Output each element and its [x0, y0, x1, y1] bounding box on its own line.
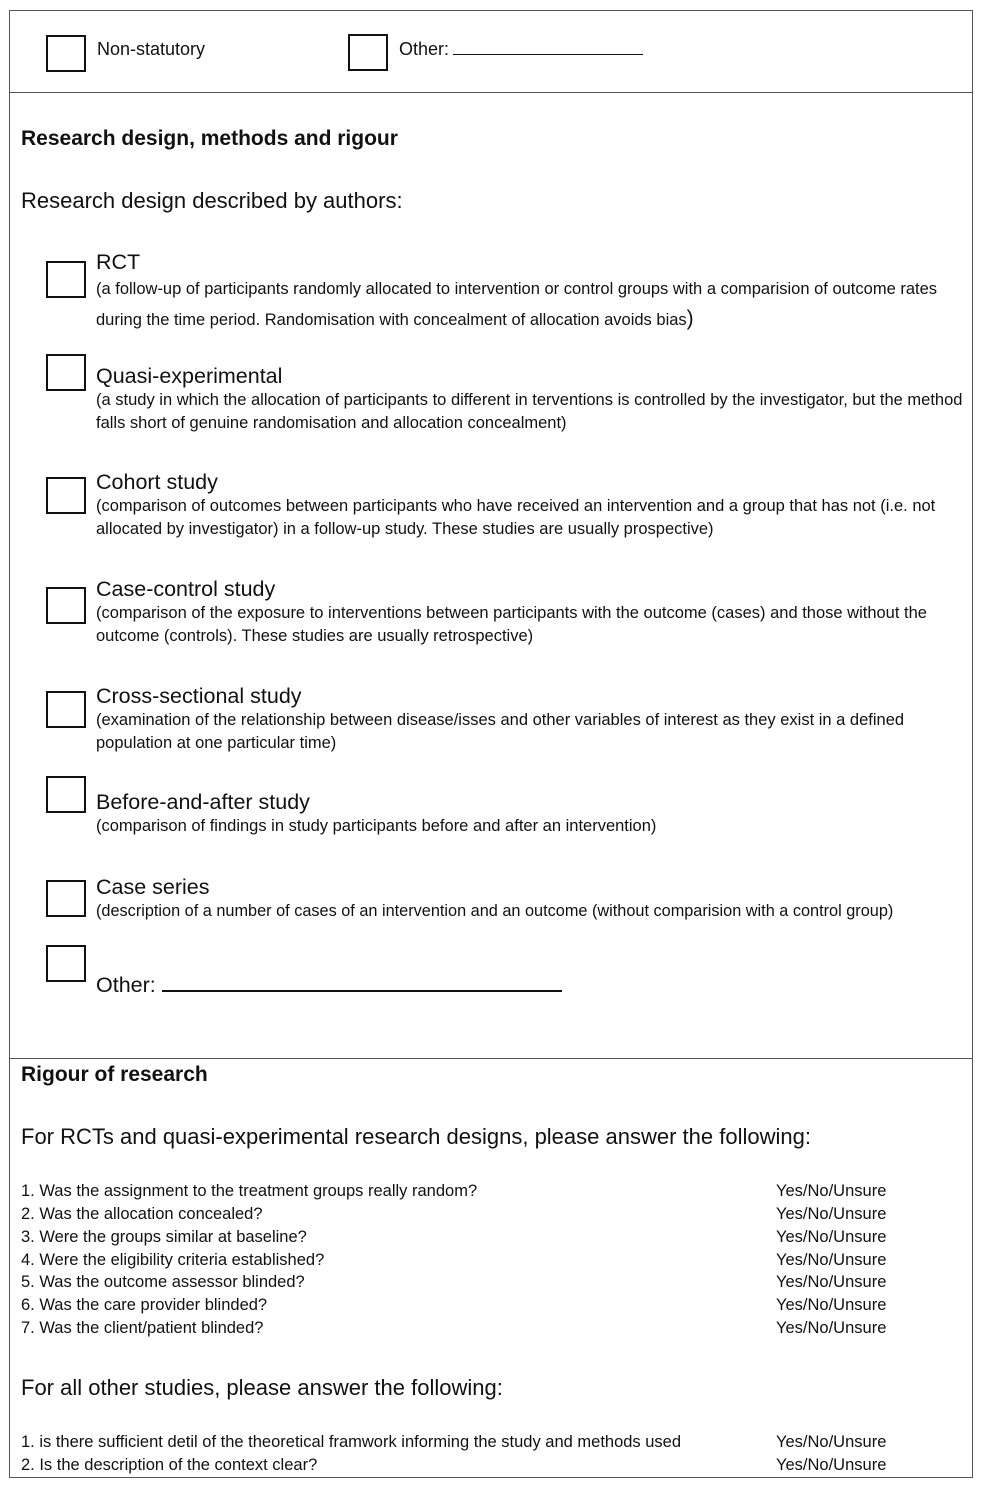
option-desc: (description of a number of cases of an intervention and an outcome (without comparision with a control group)	[96, 902, 894, 920]
question-text: 5. Was the outcome assessor blinded?	[21, 1273, 305, 1291]
design-section-title: Research design, methods and rigour	[21, 127, 398, 150]
non-statutory-checkbox[interactable]	[46, 35, 86, 72]
option-cross-sectional-study	[96, 683, 966, 755]
answer-options[interactable]: Yes/No/Unsure	[776, 1228, 887, 1246]
answer-options[interactable]: Yes/No/Unsure	[776, 1319, 887, 1337]
other-status-blank[interactable]	[453, 39, 643, 55]
other-design-field[interactable]	[96, 972, 562, 998]
question-text: 3. Were the groups similar at baseline?	[21, 1228, 307, 1246]
question-text: 2. Was the allocation concealed?	[21, 1205, 263, 1223]
option-case-control-study	[96, 576, 966, 648]
option-quasi-experimental	[96, 363, 966, 435]
section-divider-rigour	[9, 1058, 973, 1059]
option-title: RCT	[96, 250, 141, 274]
answer-options[interactable]: Yes/No/Unsure	[776, 1433, 887, 1451]
question-text: 1. Was the assignment to the treatment groups really random?	[21, 1182, 478, 1200]
cross-sectional-study-checkbox[interactable]	[46, 691, 86, 728]
rct-checkbox[interactable]	[46, 261, 86, 298]
option-desc: (comparison of outcomes between participants who have received an intervention and a group that has not (i.e. not allocated by investigator) in a follow-up study. These studies are usually prospective)	[96, 497, 936, 538]
option-cohort-study	[96, 469, 966, 541]
non-statutory-label: Non-statutory	[97, 39, 206, 59]
cohort-study-checkbox[interactable]	[46, 477, 86, 514]
question-text: 2. Is the description of the context clear?	[21, 1456, 318, 1474]
option-rct	[96, 249, 966, 335]
design-lead: Research design described by authors:	[21, 188, 403, 213]
option-title: Cohort study	[96, 470, 218, 494]
option-title: Quasi-experimental	[96, 364, 283, 388]
question-text: 1. is there sufficient detil of the theoretical framwork informing the study and methods used	[21, 1433, 682, 1451]
other-questions-lead: For all other studies, please answer the following:	[21, 1375, 503, 1400]
option-desc: (comparison of findings in study participants before and after an intervention)	[96, 817, 657, 835]
option-desc-close: )	[686, 307, 694, 330]
other-design-checkbox[interactable]	[46, 945, 86, 982]
other-status-label: Other:	[399, 39, 450, 59]
before-and-after-study-checkbox[interactable]	[46, 776, 86, 813]
other-status-checkbox[interactable]	[348, 34, 388, 71]
rct-question-row	[21, 1273, 901, 1296]
rigour-section-title: Rigour of research	[21, 1063, 208, 1086]
question-text: 6. Was the care provider blinded?	[21, 1296, 268, 1314]
option-before-and-after-study	[96, 789, 966, 838]
section-divider-top	[9, 92, 973, 93]
option-desc-text: (a follow-up of participants randomly allocated to intervention or control groups with a comparision of outcome rates during the time period. Randomisation with concealment of allocation avoids bias	[96, 280, 938, 329]
case-control-study-checkbox[interactable]	[46, 587, 86, 624]
answer-options[interactable]: Yes/No/Unsure	[776, 1273, 887, 1291]
other-question-row	[21, 1433, 901, 1456]
option-title: Cross-sectional study	[96, 684, 302, 708]
answer-options[interactable]: Yes/No/Unsure	[776, 1456, 887, 1474]
rct-question-row	[21, 1228, 901, 1251]
quasi-experimental-checkbox[interactable]	[46, 354, 86, 391]
case-series-checkbox[interactable]	[46, 880, 86, 917]
option-title: Case-control study	[96, 577, 276, 601]
option-title: Case series	[96, 875, 210, 899]
option-desc	[96, 275, 966, 335]
answer-options[interactable]: Yes/No/Unsure	[776, 1251, 887, 1269]
question-text: 4. Were the eligibility criteria established?	[21, 1251, 325, 1269]
question-text: 7. Was the client/patient blinded?	[21, 1319, 264, 1337]
option-case-series	[96, 874, 966, 923]
other-status-field[interactable]	[399, 39, 643, 60]
rct-question-row	[21, 1251, 901, 1274]
other-question-row	[21, 1456, 901, 1479]
other-design-blank[interactable]	[162, 972, 562, 992]
answer-options[interactable]: Yes/No/Unsure	[776, 1296, 887, 1314]
rct-question-row	[21, 1296, 901, 1319]
option-title: Before-and-after study	[96, 790, 310, 814]
other-design-label: Other:	[96, 973, 156, 997]
option-desc: (a study in which the allocation of participants to different in terventions is controlled by the investigator, but the method falls short of genuine randomisation and allocation concealment)	[96, 391, 963, 432]
rct-question-row	[21, 1182, 901, 1205]
answer-options[interactable]: Yes/No/Unsure	[776, 1182, 887, 1200]
rct-question-row	[21, 1319, 901, 1342]
answer-options[interactable]: Yes/No/Unsure	[776, 1205, 887, 1223]
rct-question-row	[21, 1205, 901, 1228]
option-desc: (comparison of the exposure to interventions between participants with the outcome (cases) and those without the outcome (controls). These studies are usually retrospective)	[96, 604, 927, 645]
rct-questions-lead: For RCTs and quasi-experimental research designs, please answer the following:	[21, 1124, 811, 1149]
option-desc: (examination of the relationship between disease/isses and other variables of interest as they exist in a defined population at one particular time)	[96, 711, 905, 752]
